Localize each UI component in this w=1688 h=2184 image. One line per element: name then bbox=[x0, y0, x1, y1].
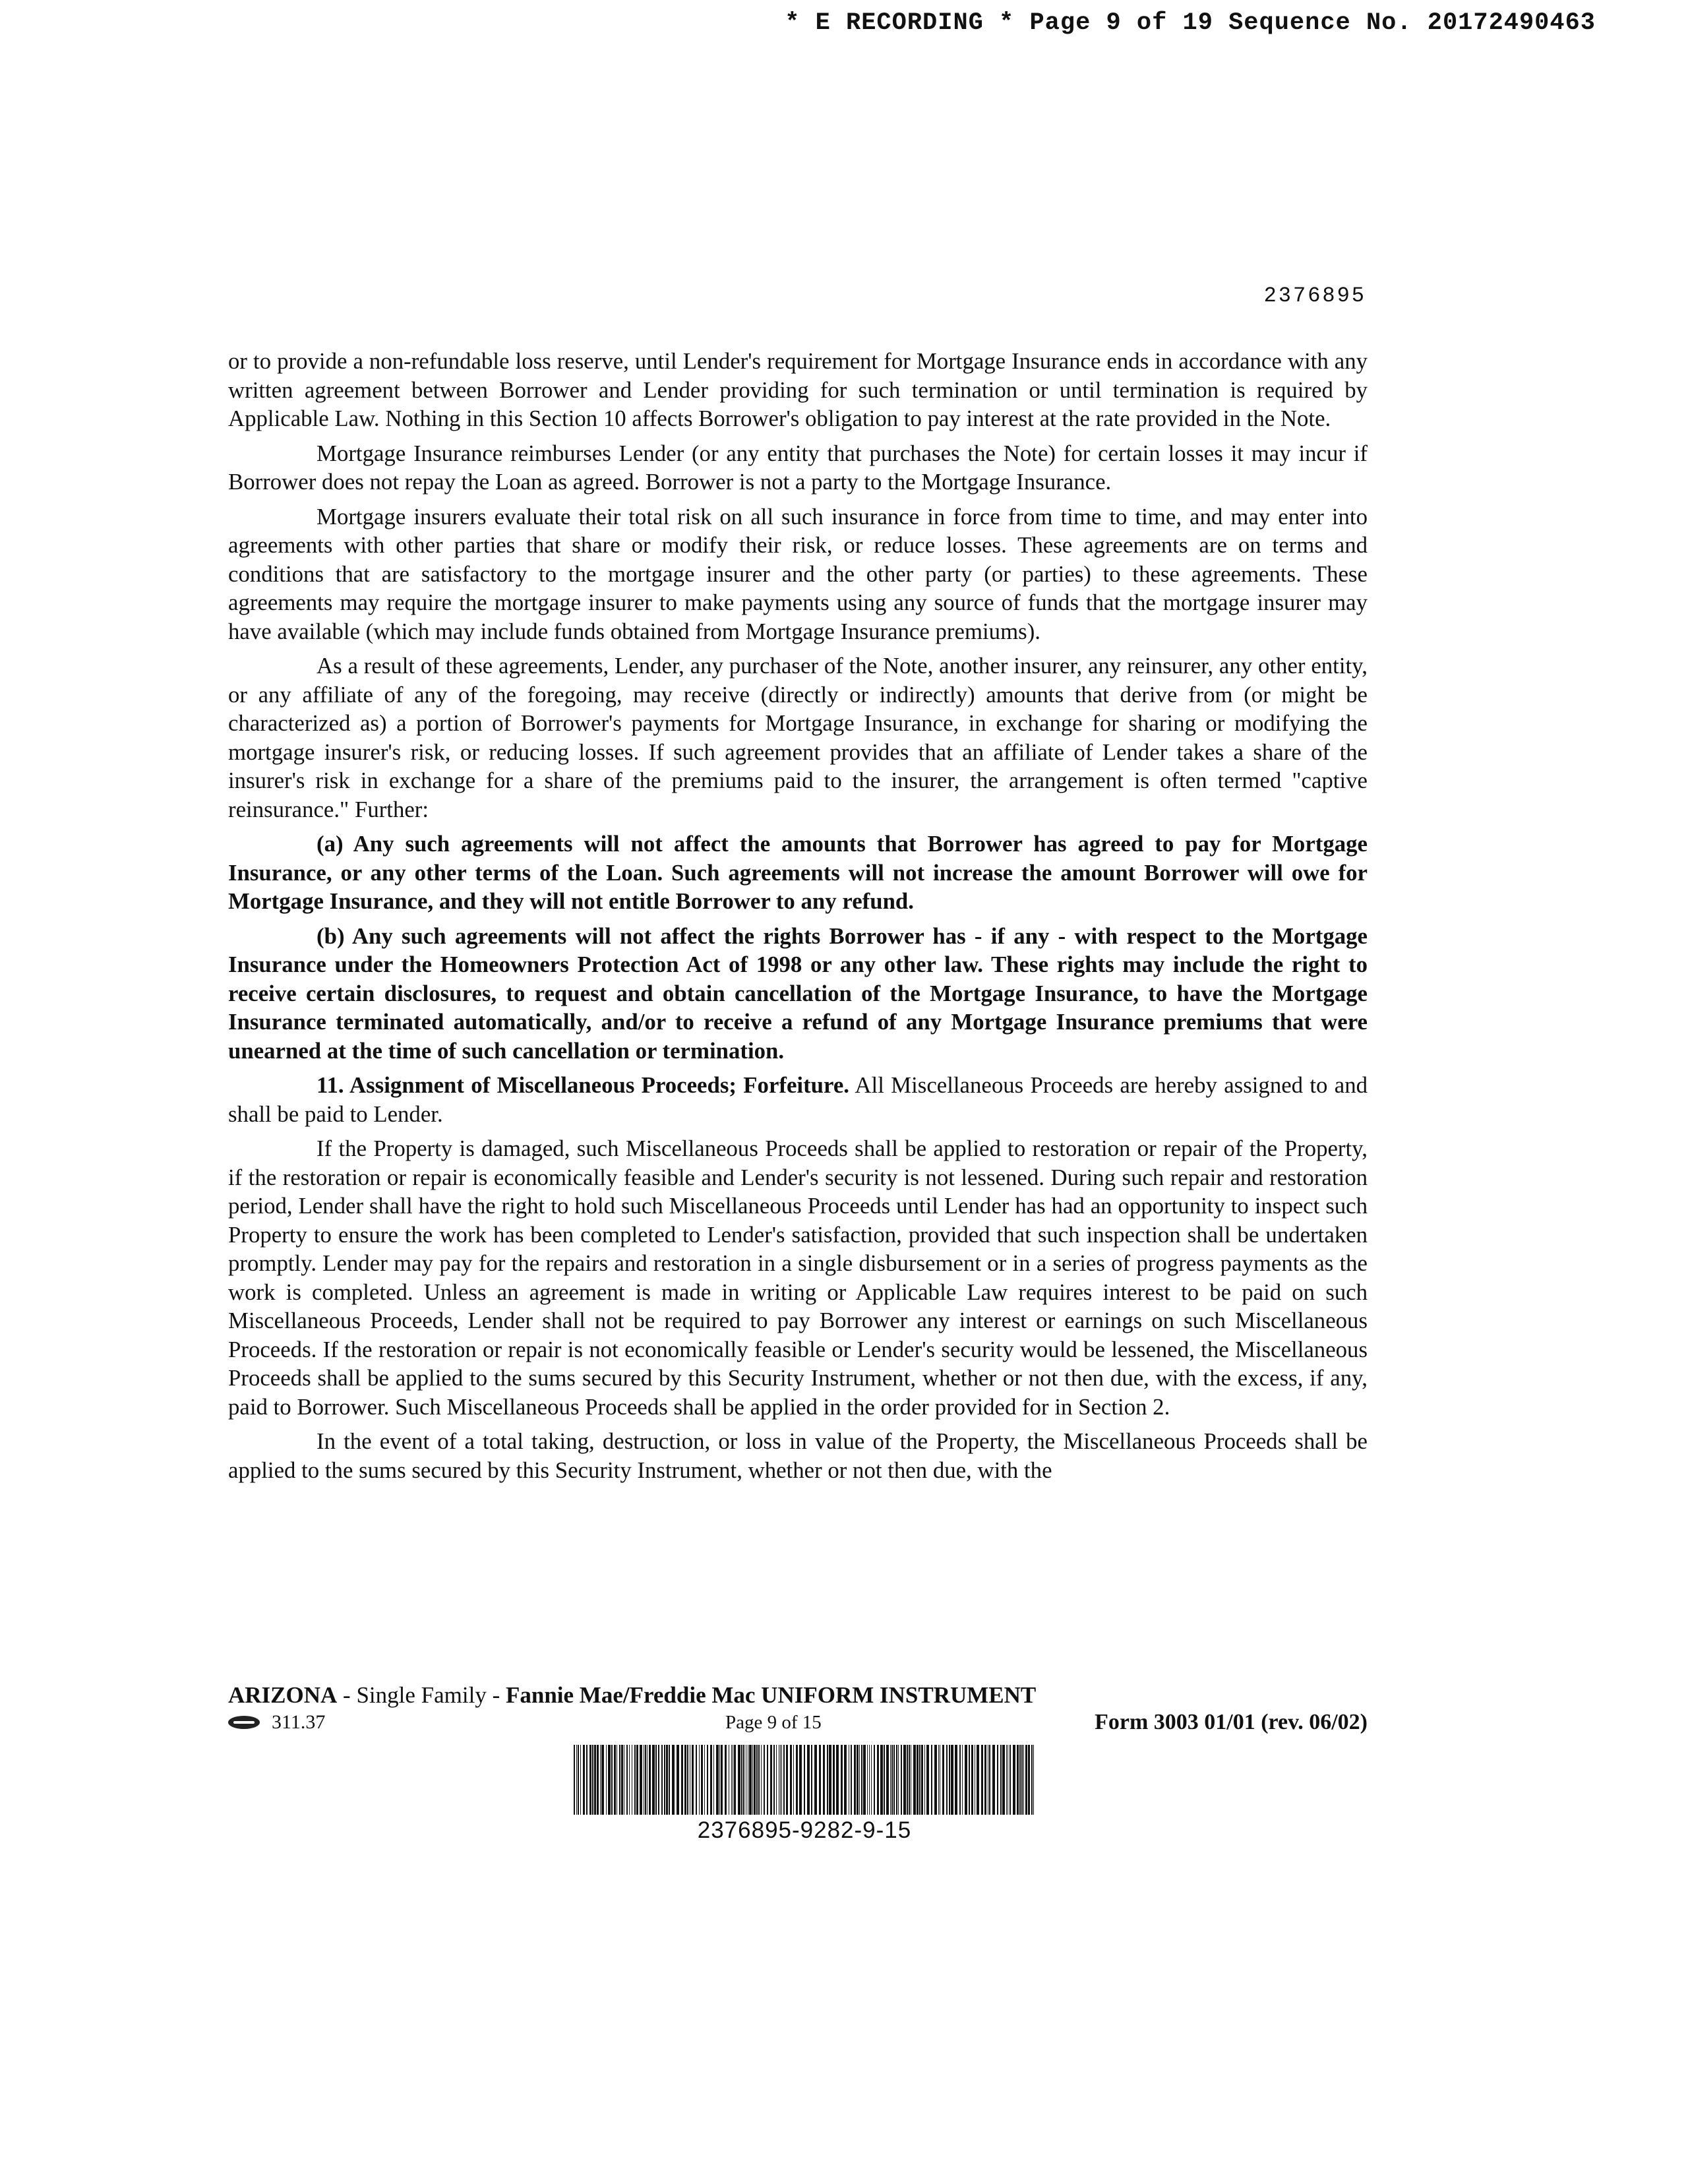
footer-title bbox=[228, 1682, 1368, 1709]
section-11-heading: 11. Assignment of Miscellaneous Proceeds; Forfeiture. bbox=[316, 1072, 849, 1098]
section-11-text: All Miscellaneous Proceeds are hereby assigned to and shall be paid to Lender. bbox=[228, 1072, 1368, 1127]
paragraph-4: As a result of these agreements, Lender, any purchaser of the Note, another insurer, any reinsurer, any other entity, or any affiliate of any of the foregoing, may receive (directly or indirectly) amounts that derive from (or might be characterized as) a portion of Borrower's payments for Mortgage Insurance, in exchange for sharing or modifying the mortgage insurer's risk, or reducing losses. If such agreement provides that an affiliate of Lender takes a share of the insurer's risk in exchange for a share of the premiums paid to the insurer, the arrangement is often termed "captive reinsurance." Further: bbox=[228, 653, 1368, 822]
paragraph-3: Mortgage insurers evaluate their total risk on all such insurance in force from time to time, and may enter into agreements with other parties that share or modify their risk, or reduce losses. These agreements are on terms and conditions that are satisfactory to the mortgage insurer and the other party (or parties) to these agreements. These agreements may require the mortgage insurer to make payments using any source of funds that the mortgage insurer may have available (which may include funds obtained from Mortgage Insurance premiums). bbox=[228, 503, 1368, 644]
document-body bbox=[228, 347, 1368, 1490]
paragraph-b: (b) Any such agreements will not affect the rights Borrower has - if any - with respect to the Mortgage Insurance under the Homeowners Protection Act of 1998 or any other law. These rights may include the right to receive certain disclosures, to request and obtain cancellation of the Mortgage Insurance, to have the Mortgage Insurance terminated automatically, and/or to receive a refund of any Mortgage Insurance premiums that were unearned at the time of such cancellation or termination. bbox=[228, 923, 1368, 1064]
paragraph-a: (a) Any such agreements will not affect the amounts that Borrower has agreed to pay for Mortgage Insurance, or any other terms of the Loan. Such agreements will not increase the amount Borrower will owe for Mortgage Insurance, and they will not entitle Borrower to any refund. bbox=[228, 831, 1368, 914]
recording-header: * E RECORDING * Page 9 of 19 Sequence No. 20172490463 bbox=[785, 9, 1596, 37]
page-footer bbox=[228, 1682, 1368, 1737]
document-number: 2376895 bbox=[1263, 284, 1366, 308]
footer-state: ARIZONA bbox=[228, 1682, 338, 1708]
barcode-block bbox=[574, 1745, 1035, 1844]
form-id: Form 3003 01/01 (rev. 06/02) bbox=[1095, 1710, 1368, 1734]
eye-logo-icon bbox=[228, 1716, 260, 1729]
paragraph-8: If the Property is damaged, such Miscellaneous Proceeds shall be applied to restoration or repair of the Property, if the restoration or repair is economically feasible and Lender's security is not lessened. During such repair and restoration period, Lender shall have the right to hold such Miscellaneous Proceeds until Lender has had an opportunity to inspect such Property to ensure the work has been completed to Lender's satisfaction, provided that such inspection shall be undertaken promptly. Lender may pay for the repairs and restoration in a single disbursement or in a series of progress payments as the work is completed. Unless an agreement is made in writing or Applicable Law requires interest to be paid on such Miscellaneous Proceeds, Lender shall not be required to pay Borrower any interest or earnings on such Miscellaneous Proceeds. If the restoration or repair is not economically feasible or Lender's security would be lessened, the Miscellaneous Proceeds shall be applied to the sums secured by this Security Instrument, whether or not then due, with the excess, if any, paid to Borrower. Such Miscellaneous Proceeds shall be applied in the order provided for in Section 2. bbox=[228, 1136, 1368, 1420]
page-label: Page 9 of 15 bbox=[725, 1712, 822, 1733]
barcode-text: 2376895-9282-9-15 bbox=[697, 1817, 912, 1843]
paragraph-section-11 bbox=[228, 1071, 1368, 1128]
footer-row bbox=[228, 1709, 1368, 1737]
barcode bbox=[574, 1745, 1037, 1815]
form-code bbox=[228, 1709, 325, 1736]
footer-separator: - Single Family - bbox=[337, 1682, 506, 1708]
form-code-number: 311.37 bbox=[272, 1711, 326, 1733]
paragraph-2: Mortgage Insurance reimburses Lender (or any entity that purchases the Note) for certain losses it may incur if Borrower does not repay the Loan as agreed. Borrower is not a party to the Mortgage Insurance. bbox=[228, 440, 1368, 495]
footer-instrument: Fannie Mae/Freddie Mac UNIFORM INSTRUMENT bbox=[505, 1682, 1037, 1708]
paragraph-9: In the event of a total taking, destruction, or loss in value of the Property, the Miscellaneous Proceeds shall be applied to the sums secured by this Security Instrument, whether or not then due, with the bbox=[228, 1428, 1368, 1483]
paragraph-1: or to provide a non-refundable loss reserve, until Lender's requirement for Mortgage Insurance ends in accordance with any written agreement between Borrower and Lender providing for such termination or until termination is required by Applicable Law. Nothing in this Section 10 affects Borrower's obligation to pay interest at the rate provided in the Note. bbox=[228, 348, 1368, 431]
